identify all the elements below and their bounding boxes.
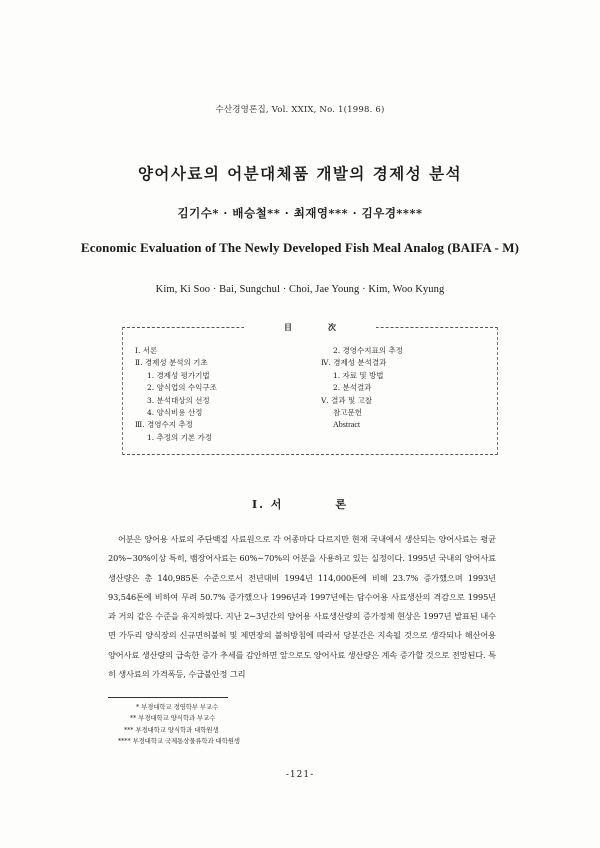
toc-item: 2. 경영수지표의 추정 <box>333 346 403 355</box>
footnote: ** 부경대학교 양식학과 부교수 <box>130 715 216 723</box>
toc-item: 3. 분석대상의 선정 <box>147 395 210 405</box>
toc-item: Abstract <box>333 420 361 430</box>
paper-title-korean: 양어사료의 어분대체품 개발의 경제성 분석 <box>137 164 463 183</box>
toc-left-column <box>135 345 217 444</box>
page-number: -121- <box>285 770 315 780</box>
toc-item: 4. 양식비용 산정 <box>147 408 203 418</box>
toc-item: 1. 경제성 평가기법 <box>147 370 210 380</box>
section-heading <box>0 496 600 512</box>
body-paragraph: 어분은 양어용 사료의 주단백질 사료원으로 각 어종마다 다르지만 현재 국내에서 생산되는 양어사료는 평균 20%∼30%이상 특히, 뱀장어사료는 60%∼70%의 어분을 사용하고 있는 실정이다. 1995년 국내의 양어사료 생산량은 총 140,985톤 수준으로서 전년대비 1994년 114,000톤에 비해 23.7% 증가했으며 1993년 93,546톤에 비하여 무려 50.7% 증가했으나 1996년과 1997년에는 담수어용 사료생산의 격감으로 1995년과 거의 같은 수준을 유지하였다. 지난 2∼3년간의 양어용 사료생산량의 증가정체 현상은 1997년 발표된 내수면 가두리 양식장의 신규면허불허 및 제면장의 불허방침에 따라서 당분간은 지속될 것으로 생각되나 해산어용 양어사료 생산량의 급속한 증가 추세를 감안하면 앞으로도 양어사료 생산량은 계속 증가할 것으로 전망된다. 특히 생사료의 가격폭등, 수급불안정 그리 <box>108 534 496 680</box>
toc-right-column <box>321 345 403 432</box>
section-heading-num: Ⅰ. 서 <box>251 498 284 511</box>
table-of-contents <box>122 322 498 455</box>
paper-title-english: Economic Evaluation of The Newly Developed Fish Meal Analog (BAIFA - M) <box>80 240 520 255</box>
toc-item: 2. 분석결과 <box>333 383 372 393</box>
toc-item: Ⅴ. 결과 및 고찰 <box>321 395 373 405</box>
footnote: **** 부경대학교 국제통상물류학과 대학원생 <box>118 737 241 745</box>
footnote-divider <box>108 697 228 698</box>
toc-item: Ⅲ. 경영수지 추정 <box>135 420 193 430</box>
journal-header: 수산경영론집, Vol. XXIX, No. 1(1998. 6) <box>215 105 385 115</box>
footnotes <box>118 702 240 747</box>
footnote: *** 부경대학교 양식학과 대학원생 <box>124 726 219 734</box>
toc-item: Ⅰ. 서론 <box>135 346 158 355</box>
footnote: * 부경대학교 경영학부 부교수 <box>136 704 219 711</box>
toc-item: 1. 자료 및 방법 <box>333 370 384 380</box>
toc-heading: 目次 <box>244 322 376 332</box>
toc-item: Ⅳ. 경제성 분석결과 <box>321 358 387 368</box>
toc-item: 참고문헌 <box>333 408 362 418</box>
toc-item: 2. 양식업의 수익구조 <box>147 383 217 393</box>
authors-korean: 김기수* · 배승철** · 최재영*** · 김우경**** <box>177 206 423 220</box>
toc-item: Ⅱ. 경제성 분석의 기초 <box>135 358 208 368</box>
section-heading-rest: 론 <box>335 498 349 511</box>
toc-item: 1. 추정의 기본 가정 <box>147 432 213 442</box>
authors-english: Kim, Ki Soo · Bai, Sungchul · Choi, Jae Young · Kim, Woo Kyung <box>155 284 445 295</box>
